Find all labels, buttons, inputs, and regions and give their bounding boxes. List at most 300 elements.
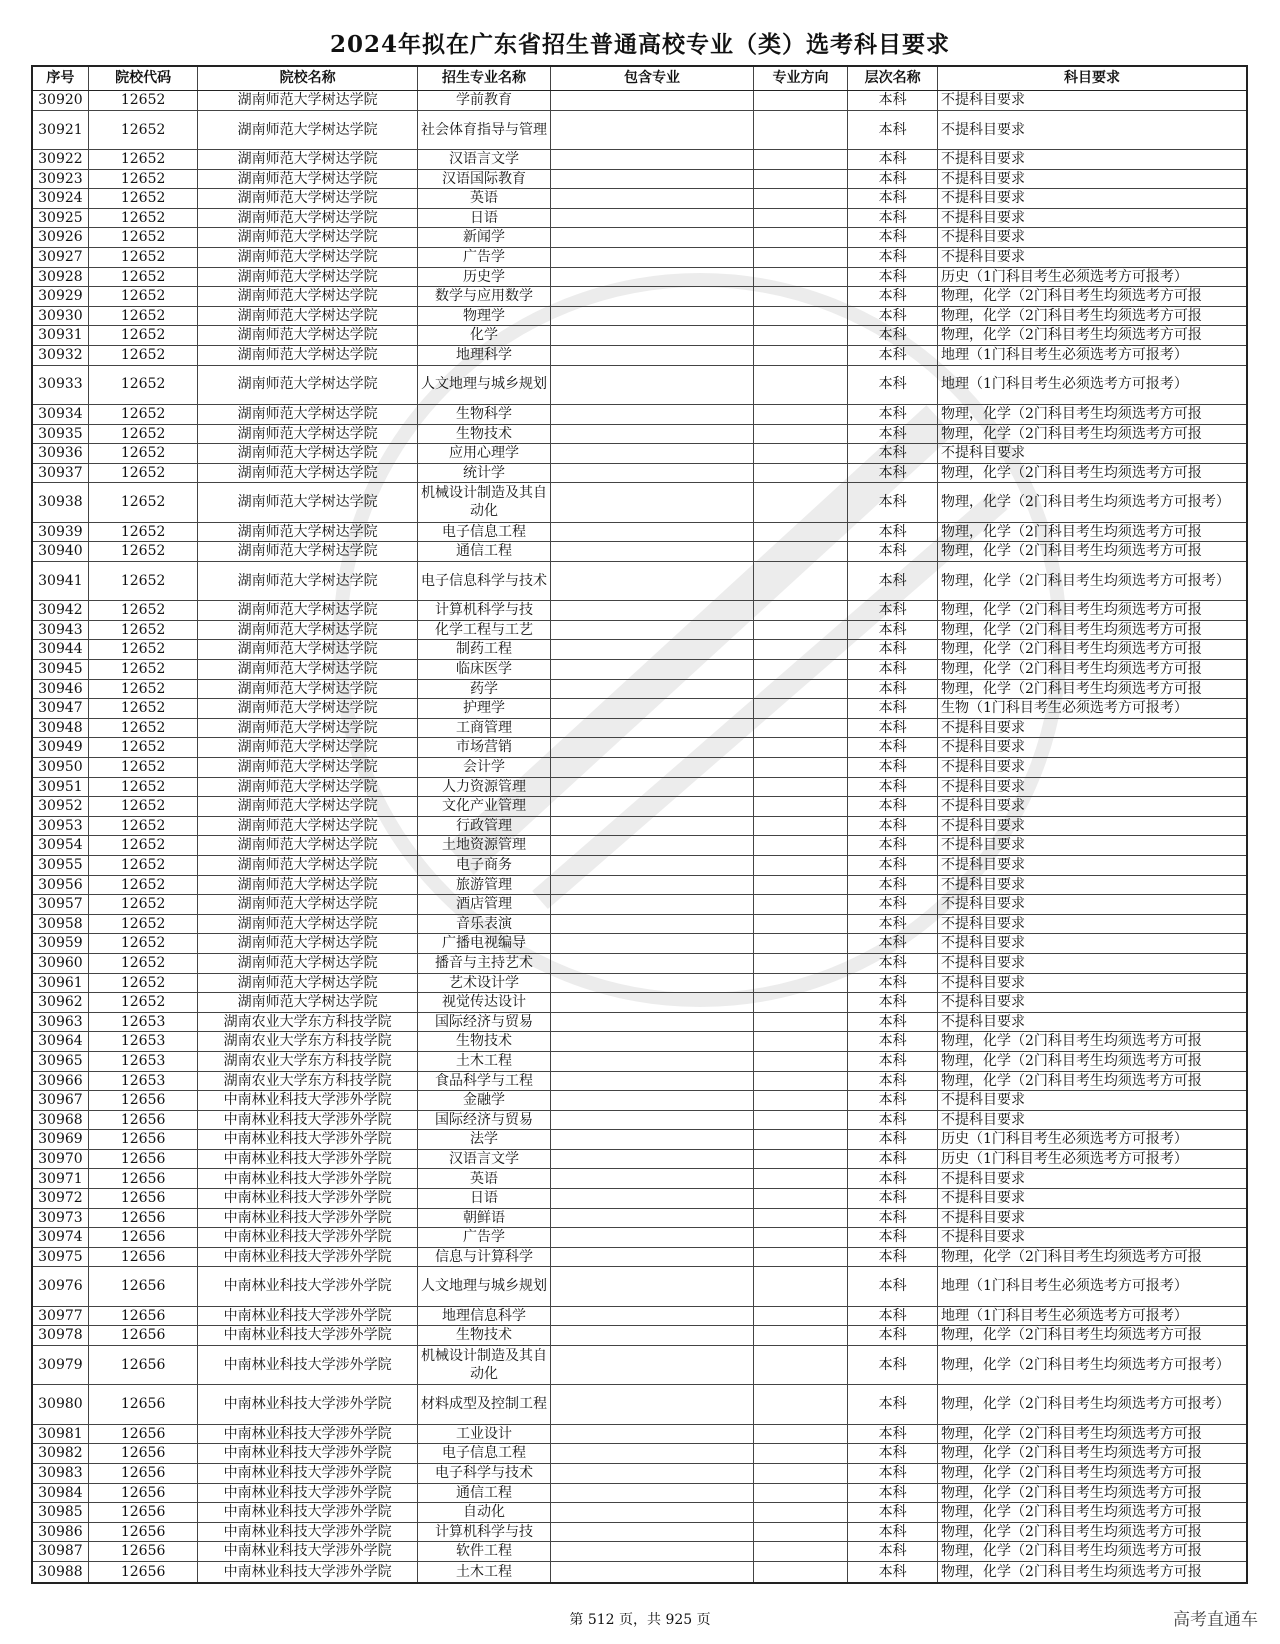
cell-level: 本科 [848, 1091, 938, 1110]
cell-major-direction [754, 346, 849, 365]
cell-subject-requirements: 不提科目要求 [941, 1013, 1026, 1030]
cell-major-direction [754, 934, 849, 953]
cell-school-code: 12652 [89, 170, 199, 189]
table-row [33, 1307, 1246, 1327]
cell-major-name: 电子信息工程 [418, 1444, 552, 1463]
cell-subject-requirements: 不提科目要求 [941, 1092, 1026, 1109]
cell-school-code: 12652 [89, 346, 199, 365]
cell-school-name: 湖南师范大学树达学院 [198, 228, 417, 247]
cell-school-code: 12653 [89, 1052, 199, 1071]
cell-school-name: 中南林业科技大学涉外学院 [198, 1484, 417, 1503]
cell-major-name: 国际经济与贸易 [418, 1111, 552, 1130]
cell-level: 本科 [848, 660, 938, 679]
cell-school-name: 湖南师范大学树达学院 [198, 150, 417, 169]
cell-included-majors [551, 758, 753, 777]
cell-level: 本科 [848, 150, 938, 169]
cell-subject-requirements: 物理，化学（2门科目考生均须选考方可报 [941, 405, 1202, 422]
cell-school-code: 12656 [89, 1189, 199, 1208]
cell-school-name: 湖南师范大学树达学院 [198, 895, 417, 914]
cell-school-name: 湖南师范大学树达学院 [198, 934, 417, 953]
cell-school-name: 中南林业科技大学涉外学院 [198, 1326, 417, 1345]
cell-school-name: 湖南师范大学树达学院 [198, 287, 417, 306]
cell-subject-requirements: 物理，化学（2门科目考生均须选考方可报 [941, 1425, 1202, 1442]
cell-major-direction [754, 542, 849, 561]
cell-school-name: 湖南农业大学东方科技学院 [198, 1013, 417, 1032]
cell-school-code: 12652 [89, 326, 199, 345]
cell-school-code: 12652 [89, 836, 199, 855]
cell-level: 本科 [848, 287, 938, 306]
cell-level: 本科 [848, 228, 938, 247]
cell-major-direction [754, 1130, 849, 1149]
cell-seq: 30938 [33, 483, 89, 521]
cell-major-direction [754, 758, 849, 777]
cell-level: 本科 [848, 1425, 938, 1444]
table-row [33, 699, 1246, 719]
cell-subject-requirements: 物理，化学（2门科目考生均须选考方可报 [941, 1327, 1202, 1344]
cell-seq: 30951 [33, 778, 89, 797]
cell-seq: 30954 [33, 836, 89, 855]
cell-subject-requirements: 地理（1门科目考生必须选考方可报考） [941, 1307, 1188, 1324]
cell-major-direction [754, 170, 849, 189]
cell-major-direction [754, 1444, 849, 1463]
cell-seq: 30978 [33, 1326, 89, 1345]
table-row [33, 778, 1246, 798]
cell-included-majors [551, 1346, 753, 1384]
cell-seq: 30966 [33, 1072, 89, 1091]
cell-school-code: 12652 [89, 621, 199, 640]
cell-major-name: 土地资源管理 [418, 836, 552, 855]
cell-subject-requirements: 历史（1门科目考生必须选考方可报考） [941, 1131, 1188, 1148]
cell-major-name: 艺术设计学 [418, 974, 552, 993]
table-row [33, 954, 1246, 974]
table-row [33, 228, 1246, 248]
cell-subject-requirements: 不提科目要求 [941, 1111, 1026, 1128]
cell-included-majors [551, 1169, 753, 1188]
cell-major-direction [754, 660, 849, 679]
cell-level: 本科 [848, 954, 938, 973]
cell-subject-requirements: 不提科目要求 [941, 974, 1026, 991]
table-row [33, 758, 1246, 778]
cell-seq: 30963 [33, 1013, 89, 1032]
cell-major-name: 通信工程 [418, 1484, 552, 1503]
cell-major-name: 工商管理 [418, 719, 552, 738]
brand-watermark: 高考直通车 [1173, 1610, 1258, 1630]
cell-school-name: 湖南师范大学树达学院 [198, 307, 417, 326]
cell-subject-requirements: 物理，化学（2门科目考生均须选考方可报 [941, 1248, 1202, 1265]
cell-seq: 30939 [33, 523, 89, 542]
cell-seq: 30973 [33, 1209, 89, 1228]
cell-seq: 30936 [33, 444, 89, 463]
cell-level: 本科 [848, 366, 938, 404]
cell-subject-requirements: 不提科目要求 [941, 229, 1026, 246]
cell-major-name: 食品科学与工程 [418, 1072, 552, 1091]
cell-major-direction [754, 268, 849, 287]
table-row [33, 268, 1246, 288]
cell-seq: 30922 [33, 150, 89, 169]
cell-major-direction [754, 1307, 849, 1326]
cell-major-name: 历史学 [418, 268, 552, 287]
cell-subject-requirements: 不提科目要求 [941, 1229, 1026, 1246]
cell-major-name: 软件工程 [418, 1542, 552, 1561]
cell-school-name: 湖南师范大学树达学院 [198, 699, 417, 718]
cell-major-direction [754, 228, 849, 247]
cell-included-majors [551, 366, 753, 404]
table-row [33, 1346, 1246, 1385]
cell-major-name: 化学 [418, 326, 552, 345]
cell-included-majors [551, 1189, 753, 1208]
cell-major-name: 生物技术 [418, 1032, 552, 1051]
cell-school-name: 湖南师范大学树达学院 [198, 974, 417, 993]
cell-included-majors [551, 1307, 753, 1326]
cell-major-direction [754, 307, 849, 326]
cell-subject-requirements: 历史（1门科目考生必须选考方可报考） [941, 1150, 1188, 1167]
table-row [33, 934, 1246, 954]
cell-level: 本科 [848, 719, 938, 738]
cell-school-code: 12652 [89, 934, 199, 953]
cell-major-direction [754, 1169, 849, 1188]
cell-included-majors [551, 542, 753, 561]
table-row [33, 895, 1246, 915]
cell-school-name: 中南林业科技大学涉外学院 [198, 1150, 417, 1169]
cell-level: 本科 [848, 856, 938, 875]
cell-major-name: 机械设计制造及其自动化 [418, 1346, 552, 1384]
cell-major-direction [754, 405, 849, 424]
cell-school-name: 湖南师范大学树达学院 [198, 856, 417, 875]
table-row [33, 876, 1246, 896]
cell-major-name: 地理信息科学 [418, 1307, 552, 1326]
cell-major-direction [754, 1484, 849, 1503]
cell-subject-requirements: 不提科目要求 [941, 719, 1026, 736]
cell-major-direction [754, 856, 849, 875]
cell-level: 本科 [848, 836, 938, 855]
cell-major-direction [754, 209, 849, 228]
cell-seq: 30935 [33, 425, 89, 444]
cell-level: 本科 [848, 778, 938, 797]
cell-major-name: 电子信息工程 [418, 523, 552, 542]
cell-major-name: 土木工程 [418, 1562, 552, 1582]
table-row [33, 91, 1246, 111]
cell-major-direction [754, 248, 849, 267]
cell-major-name: 会计学 [418, 758, 552, 777]
cell-school-code: 12652 [89, 268, 199, 287]
cell-major-name: 电子信息科学与技术 [418, 562, 552, 600]
cell-major-direction [754, 483, 849, 521]
cell-subject-requirements: 不提科目要求 [941, 876, 1026, 893]
cell-major-name: 视觉传达设计 [418, 993, 552, 1012]
table-row [33, 464, 1246, 484]
cell-subject-requirements: 物理，化学（2门科目考生均须选考方可报 [941, 1504, 1202, 1521]
cell-school-code: 12652 [89, 797, 199, 816]
cell-seq: 30986 [33, 1523, 89, 1542]
cell-school-code: 12652 [89, 738, 199, 757]
cell-subject-requirements: 物理，化学（2门科目考生均须选考方可报 [941, 307, 1202, 324]
cell-subject-requirements: 物理，化学（2门科目考生均须选考方可报 [941, 1484, 1202, 1501]
cell-level: 本科 [848, 346, 938, 365]
cell-seq: 30988 [33, 1562, 89, 1582]
cell-school-code: 12652 [89, 464, 199, 483]
cell-subject-requirements: 物理，化学（2门科目考生均须选考方可报 [941, 523, 1202, 540]
cell-major-name: 生物技术 [418, 425, 552, 444]
cell-school-name: 中南林业科技大学涉外学院 [198, 1542, 417, 1561]
cell-included-majors [551, 562, 753, 600]
cell-school-code: 12656 [89, 1091, 199, 1110]
cell-included-majors [551, 797, 753, 816]
cell-major-direction [754, 974, 849, 993]
cell-school-name: 湖南师范大学树达学院 [198, 562, 417, 600]
cell-subject-requirements: 物理，化学（2门科目考生均须选考方可报 [941, 1033, 1202, 1050]
cell-school-name: 湖南师范大学树达学院 [198, 601, 417, 620]
cell-included-majors [551, 326, 753, 345]
cell-included-majors [551, 150, 753, 169]
cell-included-majors [551, 209, 753, 228]
cell-included-majors [551, 1228, 753, 1247]
cell-school-name: 湖南师范大学树达学院 [198, 836, 417, 855]
cell-level: 本科 [848, 542, 938, 561]
cell-major-direction [754, 1111, 849, 1130]
cell-level: 本科 [848, 1189, 938, 1208]
cell-included-majors [551, 836, 753, 855]
cell-major-direction [754, 1346, 849, 1384]
cell-school-name: 中南林业科技大学涉外学院 [198, 1189, 417, 1208]
cell-seq: 30969 [33, 1130, 89, 1149]
cell-school-name: 湖南农业大学东方科技学院 [198, 1052, 417, 1071]
cell-subject-requirements: 不提科目要求 [941, 954, 1026, 971]
cell-seq: 30979 [33, 1346, 89, 1384]
cell-subject-requirements: 物理，化学（2门科目考生均须选考方可报 [941, 425, 1202, 442]
table-row [33, 1091, 1246, 1111]
cell-school-name: 湖南师范大学树达学院 [198, 797, 417, 816]
cell-school-code: 12656 [89, 1150, 199, 1169]
cell-school-name: 湖南师范大学树达学院 [198, 464, 417, 483]
cell-major-name: 广告学 [418, 248, 552, 267]
cell-school-code: 12652 [89, 189, 199, 208]
cell-level: 本科 [848, 621, 938, 640]
cell-seq: 30958 [33, 915, 89, 934]
table-row [33, 405, 1246, 425]
cell-seq: 30952 [33, 797, 89, 816]
cell-subject-requirements: 物理，化学（2门科目考生均须选考方可报考） [941, 1396, 1230, 1413]
cell-major-direction [754, 1032, 849, 1051]
cell-major-direction [754, 1464, 849, 1483]
cell-included-majors [551, 464, 753, 483]
cell-school-name: 中南林业科技大学涉外学院 [198, 1228, 417, 1247]
cell-major-name: 文化产业管理 [418, 797, 552, 816]
cell-seq: 30964 [33, 1032, 89, 1051]
table-row [33, 170, 1246, 190]
header-level: 层次名称 [848, 67, 938, 90]
cell-included-majors [551, 640, 753, 659]
cell-school-code: 12653 [89, 1013, 199, 1032]
cell-major-direction [754, 640, 849, 659]
cell-major-direction [754, 738, 849, 757]
cell-major-name: 广告学 [418, 1228, 552, 1247]
table-row [33, 1032, 1246, 1052]
cell-included-majors [551, 1111, 753, 1130]
table-row [33, 189, 1246, 209]
table-row [33, 915, 1246, 935]
cell-school-name: 湖南师范大学树达学院 [198, 778, 417, 797]
cell-level: 本科 [848, 1130, 938, 1149]
cell-subject-requirements: 不提科目要求 [941, 798, 1026, 815]
cell-major-name: 机械设计制造及其自动化 [418, 483, 552, 521]
cell-major-name: 广播电视编导 [418, 934, 552, 953]
cell-seq: 30980 [33, 1385, 89, 1423]
cell-level: 本科 [848, 1032, 938, 1051]
cell-level: 本科 [848, 1346, 938, 1384]
cell-seq: 30921 [33, 111, 89, 149]
cell-seq: 30975 [33, 1248, 89, 1267]
table-row [33, 1464, 1246, 1484]
cell-level: 本科 [848, 699, 938, 718]
cell-included-majors [551, 876, 753, 895]
cell-school-name: 湖南师范大学树达学院 [198, 91, 417, 110]
cell-level: 本科 [848, 993, 938, 1012]
cell-seq: 30925 [33, 209, 89, 228]
cell-level: 本科 [848, 1150, 938, 1169]
cell-included-majors [551, 346, 753, 365]
cell-included-majors [551, 1248, 753, 1267]
cell-seq: 30940 [33, 542, 89, 561]
cell-subject-requirements: 不提科目要求 [941, 190, 1026, 207]
table-row [33, 209, 1246, 229]
cell-major-name: 应用心理学 [418, 444, 552, 463]
cell-school-name: 湖南师范大学树达学院 [198, 483, 417, 521]
cell-school-name: 湖南师范大学树达学院 [198, 915, 417, 934]
cell-major-name: 市场营销 [418, 738, 552, 757]
cell-school-code: 12652 [89, 817, 199, 836]
cell-school-code: 12652 [89, 915, 199, 934]
cell-major-direction [754, 1425, 849, 1444]
table-row [33, 523, 1246, 543]
cell-school-name: 湖南师范大学树达学院 [198, 346, 417, 365]
cell-level: 本科 [848, 307, 938, 326]
cell-seq: 30960 [33, 954, 89, 973]
table-row [33, 562, 1246, 601]
cell-major-direction [754, 91, 849, 110]
cell-school-name: 湖南师范大学树达学院 [198, 993, 417, 1012]
cell-school-code: 12652 [89, 974, 199, 993]
cell-school-code: 12656 [89, 1464, 199, 1483]
cell-included-majors [551, 405, 753, 424]
cell-subject-requirements: 物理，化学（2门科目考生均须选考方可报 [941, 1465, 1202, 1482]
cell-major-name: 物理学 [418, 307, 552, 326]
cell-subject-requirements: 物理，化学（2门科目考生均须选考方可报 [941, 1563, 1202, 1580]
cell-subject-requirements: 不提科目要求 [941, 121, 1026, 138]
cell-major-direction [754, 797, 849, 816]
cell-school-code: 12652 [89, 542, 199, 561]
cell-seq: 30937 [33, 464, 89, 483]
cell-school-name: 中南林业科技大学涉外学院 [198, 1523, 417, 1542]
cell-level: 本科 [848, 1464, 938, 1483]
cell-school-code: 12653 [89, 1032, 199, 1051]
cell-major-direction [754, 876, 849, 895]
cell-school-code: 12656 [89, 1130, 199, 1149]
table-row [33, 1111, 1246, 1131]
cell-seq: 30941 [33, 562, 89, 600]
cell-school-name: 湖南师范大学树达学院 [198, 189, 417, 208]
cell-subject-requirements: 物理，化学（2门科目考生均须选考方可报 [941, 327, 1202, 344]
cell-major-direction [754, 699, 849, 718]
cell-major-direction [754, 111, 849, 149]
table-row [33, 1248, 1246, 1268]
cell-subject-requirements: 物理，化学（2门科目考生均须选考方可报考） [941, 494, 1230, 511]
table-row [33, 856, 1246, 876]
cell-subject-requirements: 不提科目要求 [941, 896, 1026, 913]
table-header-row [33, 67, 1246, 91]
cell-level: 本科 [848, 464, 938, 483]
cell-subject-requirements: 物理，化学（2门科目考生均须选考方可报 [941, 621, 1202, 638]
cell-school-name: 中南林业科技大学涉外学院 [198, 1248, 417, 1267]
cell-seq: 30947 [33, 699, 89, 718]
cell-subject-requirements: 生物（1门科目考生必须选考方可报考） [941, 700, 1188, 717]
page-title: 2024年拟在广东省招生普通高校专业（类）选考科目要求 [329, 31, 950, 58]
cell-subject-requirements: 不提科目要求 [941, 1170, 1026, 1187]
cell-seq: 30957 [33, 895, 89, 914]
cell-major-direction [754, 1523, 849, 1542]
cell-major-name: 生物科学 [418, 405, 552, 424]
cell-school-code: 12656 [89, 1346, 199, 1384]
cell-level: 本科 [848, 1307, 938, 1326]
cell-major-direction [754, 1562, 849, 1582]
cell-subject-requirements: 物理，化学（2门科目考生均须选考方可报考） [941, 1356, 1230, 1373]
cell-level: 本科 [848, 1562, 938, 1582]
cell-seq: 30955 [33, 856, 89, 875]
cell-included-majors [551, 1013, 753, 1032]
cell-school-name: 湖南农业大学东方科技学院 [198, 1032, 417, 1051]
cell-seq: 30962 [33, 993, 89, 1012]
cell-school-name: 中南林业科技大学涉外学院 [198, 1346, 417, 1384]
cell-major-direction [754, 1189, 849, 1208]
cell-subject-requirements: 物理，化学（2门科目考生均须选考方可报考） [941, 572, 1230, 589]
cell-seq: 30970 [33, 1150, 89, 1169]
cell-school-code: 12652 [89, 209, 199, 228]
cell-included-majors [551, 601, 753, 620]
table-row [33, 483, 1246, 522]
cell-school-name: 湖南师范大学树达学院 [198, 640, 417, 659]
cell-included-majors [551, 189, 753, 208]
cell-included-majors [551, 1503, 753, 1522]
cell-level: 本科 [848, 974, 938, 993]
table-row [33, 1013, 1246, 1033]
cell-school-name: 中南林业科技大学涉外学院 [198, 1385, 417, 1423]
cell-school-name: 中南林业科技大学涉外学院 [198, 1091, 417, 1110]
cell-level: 本科 [848, 1444, 938, 1463]
cell-seq: 30949 [33, 738, 89, 757]
cell-included-majors [551, 719, 753, 738]
cell-school-code: 12652 [89, 856, 199, 875]
cell-school-name: 湖南师范大学树达学院 [198, 680, 417, 699]
cell-school-name: 湖南师范大学树达学院 [198, 170, 417, 189]
cell-major-name: 地理科学 [418, 346, 552, 365]
cell-included-majors [551, 1484, 753, 1503]
cell-major-name: 国际经济与贸易 [418, 1013, 552, 1032]
cell-school-code: 12652 [89, 405, 199, 424]
cell-major-direction [754, 1326, 849, 1345]
cell-school-code: 12656 [89, 1425, 199, 1444]
table-row [33, 366, 1246, 405]
table-row [33, 287, 1246, 307]
cell-school-name: 湖南师范大学树达学院 [198, 366, 417, 404]
cell-included-majors [551, 1464, 753, 1483]
cell-subject-requirements: 不提科目要求 [941, 445, 1026, 462]
table-row [33, 836, 1246, 856]
cell-school-name: 中南林业科技大学涉外学院 [198, 1562, 417, 1582]
cell-school-name: 中南林业科技大学涉外学院 [198, 1444, 417, 1463]
cell-seq: 30927 [33, 248, 89, 267]
cell-included-majors [551, 1385, 753, 1423]
cell-major-name: 材料成型及控制工程 [418, 1385, 552, 1423]
cell-school-code: 12656 [89, 1209, 199, 1228]
